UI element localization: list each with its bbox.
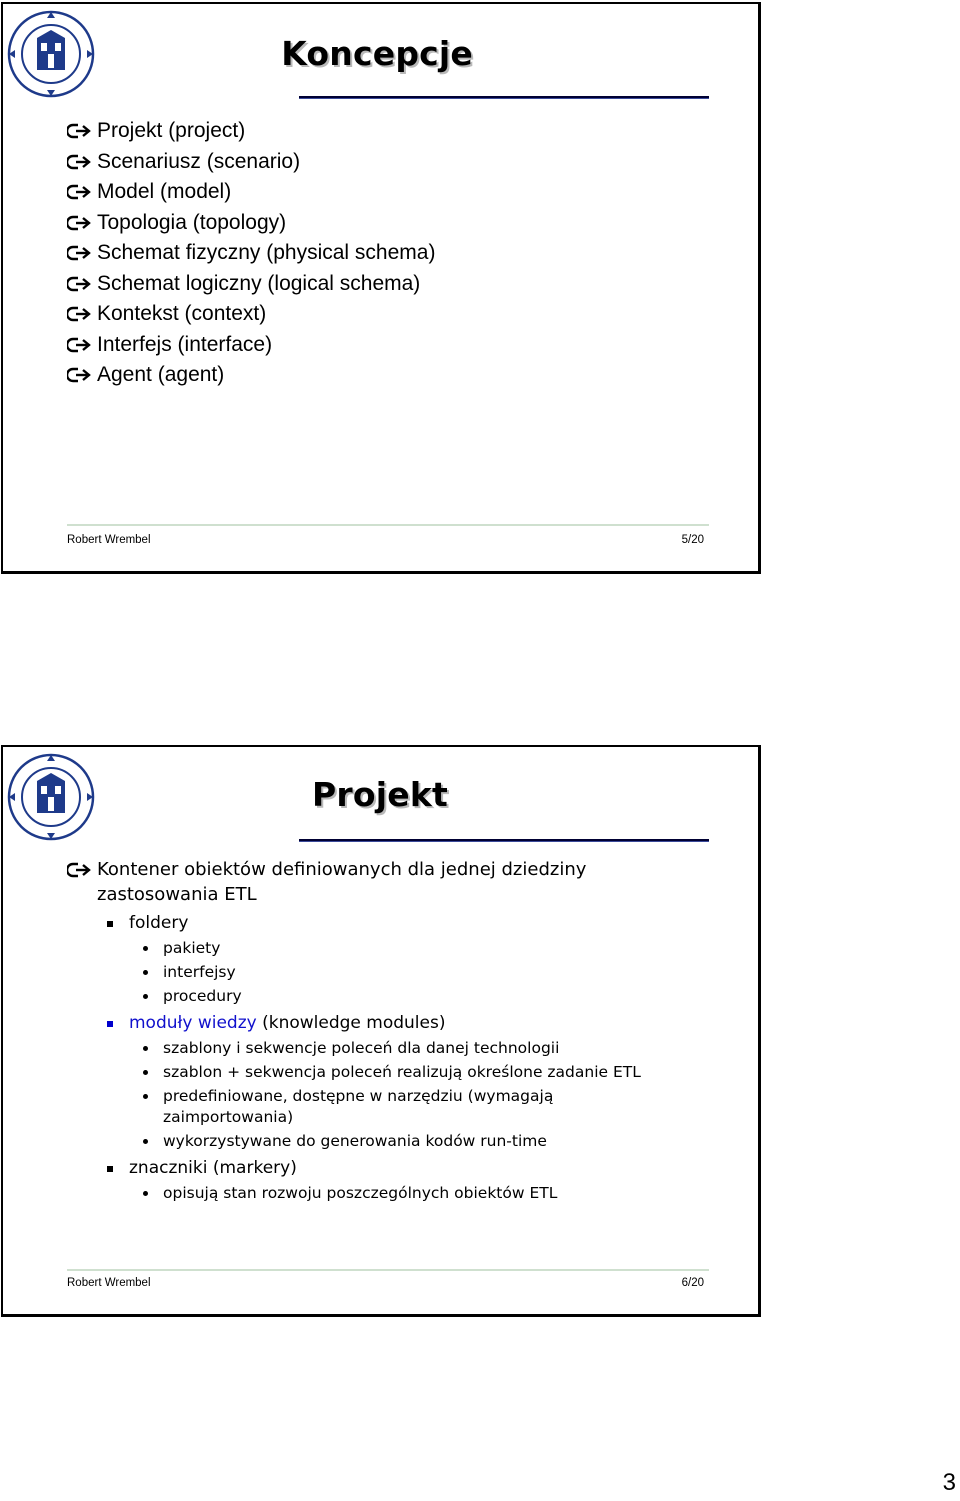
square-bullet-icon [107,921,113,927]
list-item: Schemat fizyczny (physical schema) [67,238,435,269]
circle-arrow-icon [67,367,91,383]
footer-divider [67,1269,709,1271]
circle-arrow-icon [67,245,91,261]
dot-bullet-icon [143,994,148,999]
title-underline [299,839,709,841]
list-item: predefiniowane, dostępne w narzędziu (wymagają zaimportowania) [67,1086,633,1128]
dot-bullet-icon [143,1139,148,1144]
list-item: Interfejs (interface) [67,330,435,361]
footer-page-number: 5/20 [681,534,704,546]
footer-author: Robert Wrembel [67,1277,151,1289]
list-item: Agent (agent) [67,360,435,391]
list-item: Model (model) [67,177,435,208]
slide-title: Koncepcje [281,34,473,73]
footer-divider [67,524,709,526]
dot-bullet-icon [143,970,148,975]
dot-bullet-icon [143,946,148,951]
slide-body [67,857,727,1204]
list-item: Topologia (topology) [67,208,435,239]
list-item: procedury [67,986,727,1007]
concepts-list [67,116,435,391]
footer-page-number: 6/20 [681,1277,704,1289]
list-item: Kontekst (context) [67,299,435,330]
sub-point-modules: moduły wiedzy (knowledge modules) [67,1011,727,1035]
circle-arrow-icon [67,306,91,322]
university-logo-icon [7,10,95,98]
square-bullet-icon [107,1166,113,1172]
list-item: wykorzystywane do generowania kodów run-time [67,1131,727,1152]
dot-bullet-icon [143,1191,148,1196]
list-item: opisują stan rozwoju poszczególnych obiektów ETL [67,1183,727,1204]
list-item: Projekt (project) [67,116,435,147]
sub-point-markers: znaczniki (markery) [67,1156,727,1180]
main-point: Kontener obiektów definiowanych dla jednej dziedziny zastosowania ETL [67,857,727,907]
footer-author: Robert Wrembel [67,534,151,546]
slide-projekt [1,745,761,1317]
list-item: Schemat logiczny (logical schema) [67,269,435,300]
dot-bullet-icon [143,1070,148,1075]
circle-arrow-icon [67,123,91,139]
circle-arrow-icon [67,184,91,200]
list-item: szablony i sekwencje poleceń dla danej technologii [67,1038,727,1059]
list-item: pakiety [67,938,727,959]
slide-title: Projekt [312,775,448,814]
dot-bullet-icon [143,1094,148,1099]
sub-point-folders: foldery [67,911,727,935]
university-logo-icon [7,753,95,841]
list-item: interfejsy [67,962,727,983]
circle-arrow-icon [67,276,91,292]
list-item: szablon + sekwencja poleceń realizują określone zadanie ETL [67,1062,727,1083]
dot-bullet-icon [143,1046,148,1051]
circle-arrow-icon [67,337,91,353]
square-bullet-icon [107,1021,113,1027]
slide-koncepcje [1,2,761,574]
document-page-number: 3 [942,1469,956,1496]
list-item: Scenariusz (scenario) [67,147,435,178]
circle-arrow-icon [67,215,91,231]
circle-arrow-icon [67,154,91,170]
circle-arrow-icon [67,862,91,878]
title-underline [299,96,709,98]
